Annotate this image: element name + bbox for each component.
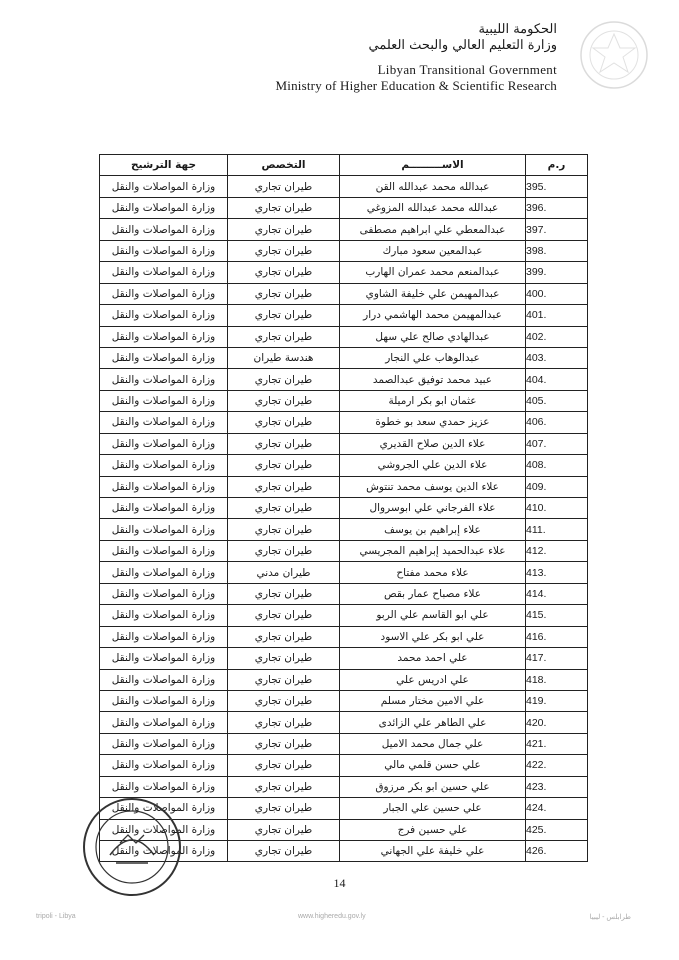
nominating-body: وزارة المواصلات والنقل — [100, 776, 228, 797]
specialization: طيران تجاري — [228, 390, 340, 411]
government-name-arabic: الحكومة الليبية — [478, 22, 557, 37]
nominee-name: علاء الدين علي الجروشي — [340, 455, 526, 476]
nominee-name: علاء عبدالحميد إبراهيم المجريسي — [340, 540, 526, 561]
nominee-name: علي ابو القاسم علي الربو — [340, 605, 526, 626]
nominating-body: وزارة المواصلات والنقل — [100, 197, 228, 218]
header-name: الاســـــــــم — [340, 155, 526, 176]
table-row — [100, 540, 588, 561]
nominating-body: وزارة المواصلات والنقل — [100, 498, 228, 519]
table-row — [100, 798, 588, 819]
table-row — [100, 648, 588, 669]
table-row — [100, 433, 588, 454]
specialization: طيران تجاري — [228, 176, 340, 197]
specialization: طيران تجاري — [228, 841, 340, 862]
nominee-name: علي حسن قلمي مالي — [340, 755, 526, 776]
row-number: 405. — [526, 390, 588, 411]
specialization: طيران مدني — [228, 562, 340, 583]
table-row — [100, 283, 588, 304]
row-number: 425. — [526, 819, 588, 840]
nominating-body: وزارة المواصلات والنقل — [100, 176, 228, 197]
nominating-body: وزارة المواصلات والنقل — [100, 326, 228, 347]
nominee-name: عثمان ابو بكر ارميلة — [340, 390, 526, 411]
nominee-name: علاء الدين صلاح القديري — [340, 433, 526, 454]
specialization: طيران تجاري — [228, 219, 340, 240]
nominee-name: عزيز حمدي سعد بو خطوة — [340, 412, 526, 433]
page-footer — [0, 913, 679, 927]
specialization: طيران تجاري — [228, 197, 340, 218]
nominating-body: وزارة المواصلات والنقل — [100, 733, 228, 754]
nominating-body: وزارة المواصلات والنقل — [100, 605, 228, 626]
nominee-name: عبدالله محمد عبدالله المزوغي — [340, 197, 526, 218]
specialization: طيران تجاري — [228, 798, 340, 819]
nominating-body: وزارة المواصلات والنقل — [100, 476, 228, 497]
specialization: طيران تجاري — [228, 540, 340, 561]
nominating-body: وزارة المواصلات والنقل — [100, 519, 228, 540]
specialization: طيران تجاري — [228, 498, 340, 519]
table-row — [100, 326, 588, 347]
header-specialization: التخصص — [228, 155, 340, 176]
nominee-name: عبيد محمد توفيق عبدالصمد — [340, 369, 526, 390]
nominee-name: عبدالمهيمن محمد الهاشمي درار — [340, 305, 526, 326]
nominating-body: وزارة المواصلات والنقل — [100, 648, 228, 669]
nominee-name: عبدالله محمد عبدالله القن — [340, 176, 526, 197]
nominating-body: وزارة المواصلات والنقل — [100, 798, 228, 819]
table-row — [100, 690, 588, 711]
table-row — [100, 240, 588, 261]
nominating-body: وزارة المواصلات والنقل — [100, 433, 228, 454]
nominating-body: وزارة المواصلات والنقل — [100, 219, 228, 240]
nominating-body: وزارة المواصلات والنقل — [100, 712, 228, 733]
table-row — [100, 776, 588, 797]
specialization: طيران تجاري — [228, 755, 340, 776]
header-nominating-body: جهة الترشيح — [100, 155, 228, 176]
row-number: 396. — [526, 197, 588, 218]
table-row — [100, 841, 588, 862]
ministry-name-english: Ministry of Higher Education & Scientific Research — [275, 78, 557, 93]
row-number: 421. — [526, 733, 588, 754]
specialization: طيران تجاري — [228, 326, 340, 347]
specialization: طيران تجاري — [228, 433, 340, 454]
table-row — [100, 412, 588, 433]
table-row — [100, 498, 588, 519]
specialization: طيران تجاري — [228, 819, 340, 840]
nominee-name: عبدالمنعم محمد عمران الهارب — [340, 262, 526, 283]
nominee-name: علاء مصباح عمار بقص — [340, 583, 526, 604]
table-row — [100, 476, 588, 497]
table-row — [100, 755, 588, 776]
nominee-name: عبدالوهاب علي النجار — [340, 347, 526, 368]
table-row — [100, 347, 588, 368]
nominee-name: علي حسين ابو بكر مرزوق — [340, 776, 526, 797]
table-row — [100, 733, 588, 754]
nominating-body: وزارة المواصلات والنقل — [100, 626, 228, 647]
table-row — [100, 712, 588, 733]
specialization: طيران تجاري — [228, 476, 340, 497]
nominee-name: علي احمد محمد — [340, 648, 526, 669]
specialization: طيران تجاري — [228, 455, 340, 476]
nominee-name: علي الامين مختار مسلم — [340, 690, 526, 711]
specialization: طيران تجاري — [228, 648, 340, 669]
row-number: 411. — [526, 519, 588, 540]
nominee-name: عبدالمهيمن علي خليفة الشاوي — [340, 283, 526, 304]
table-row — [100, 626, 588, 647]
specialization: طيران تجاري — [228, 262, 340, 283]
row-number: 409. — [526, 476, 588, 497]
nominating-body: وزارة المواصلات والنقل — [100, 540, 228, 561]
nominee-name: علاء إبراهيم بن يوسف — [340, 519, 526, 540]
row-number: 422. — [526, 755, 588, 776]
table-row — [100, 519, 588, 540]
nominee-name: علي الطاهر علي الزائدى — [340, 712, 526, 733]
nominee-name: عبدالمعين سعود مبارك — [340, 240, 526, 261]
nominee-name: عبدالهادي صالح علي سهل — [340, 326, 526, 347]
english-letterhead — [276, 62, 557, 94]
nominating-body: وزارة المواصلات والنقل — [100, 841, 228, 862]
specialization: طيران تجاري — [228, 712, 340, 733]
specialization: طيران تجاري — [228, 733, 340, 754]
row-number: 403. — [526, 347, 588, 368]
table-row — [100, 197, 588, 218]
row-number: 415. — [526, 605, 588, 626]
table-row — [100, 219, 588, 240]
nominating-body: وزارة المواصلات والنقل — [100, 669, 228, 690]
nominating-body: وزارة المواصلات والنقل — [100, 262, 228, 283]
table-row — [100, 605, 588, 626]
row-number: 419. — [526, 690, 588, 711]
nominating-body: وزارة المواصلات والنقل — [100, 819, 228, 840]
specialization: طيران تجاري — [228, 690, 340, 711]
table-row — [100, 583, 588, 604]
row-number: 401. — [526, 305, 588, 326]
specialization: طيران تجاري — [228, 369, 340, 390]
nominee-name: علي ابو بكر علي الاسود — [340, 626, 526, 647]
nominating-body: وزارة المواصلات والنقل — [100, 755, 228, 776]
row-number: 412. — [526, 540, 588, 561]
nominee-name: علي خليفة علي الجهاني — [340, 841, 526, 862]
row-number: 408. — [526, 455, 588, 476]
nominating-body: وزارة المواصلات والنقل — [100, 369, 228, 390]
nominating-body: وزارة المواصلات والنقل — [100, 690, 228, 711]
nominating-body: وزارة المواصلات والنقل — [100, 390, 228, 411]
table-row — [100, 562, 588, 583]
table-row — [100, 369, 588, 390]
specialization: طيران تجاري — [228, 626, 340, 647]
specialization: طيران تجاري — [228, 583, 340, 604]
row-number: 402. — [526, 326, 588, 347]
row-number: 414. — [526, 583, 588, 604]
specialization: طيران تجاري — [228, 605, 340, 626]
nominating-body: وزارة المواصلات والنقل — [100, 305, 228, 326]
row-number: 424. — [526, 798, 588, 819]
nominating-body: وزارة المواصلات والنقل — [100, 455, 228, 476]
table-row — [100, 669, 588, 690]
footer-city-arabic: طرابلس - ليبيا — [589, 914, 631, 921]
row-number: 398. — [526, 240, 588, 261]
ministry-logo-icon — [577, 18, 651, 92]
table-row — [100, 262, 588, 283]
specialization: طيران تجاري — [228, 305, 340, 326]
ministry-name-arabic: وزارة التعليم العالي والبحث العلمي — [368, 38, 557, 53]
row-number: 397. — [526, 219, 588, 240]
nominating-body: وزارة المواصلات والنقل — [100, 583, 228, 604]
row-number: 410. — [526, 498, 588, 519]
row-number: 426. — [526, 841, 588, 862]
row-number: 423. — [526, 776, 588, 797]
nominating-body: وزارة المواصلات والنقل — [100, 347, 228, 368]
table-row — [100, 305, 588, 326]
nominee-name: علي حسين فرج — [340, 819, 526, 840]
row-number: 400. — [526, 283, 588, 304]
arabic-letterhead — [369, 22, 557, 54]
nominee-name: علي حسين علي الجبار — [340, 798, 526, 819]
nominees-table — [99, 154, 588, 862]
row-number: 416. — [526, 626, 588, 647]
row-number: 404. — [526, 369, 588, 390]
nominee-name: علاء الفرجاني علي ابوسروال — [340, 498, 526, 519]
nominee-name: علاء الدين يوسف محمد تنتوش — [340, 476, 526, 497]
specialization: طيران تجاري — [228, 240, 340, 261]
table-row — [100, 819, 588, 840]
footer-city-english: tripoli - Libya — [36, 913, 76, 920]
specialization: طيران تجاري — [228, 412, 340, 433]
nominee-name: عبدالمعطي علي ابراهيم مصطفى — [340, 219, 526, 240]
nominating-body: وزارة المواصلات والنقل — [100, 283, 228, 304]
row-number: 399. — [526, 262, 588, 283]
row-number: 407. — [526, 433, 588, 454]
page-number: 14 — [333, 876, 346, 890]
specialization: طيران تجاري — [228, 283, 340, 304]
nominating-body: وزارة المواصلات والنقل — [100, 240, 228, 261]
government-name-english: Libyan Transitional Government — [377, 62, 557, 77]
header-number: ر.م — [526, 155, 588, 176]
row-number: 418. — [526, 669, 588, 690]
nominee-name: علاء محمد مفتاح — [340, 562, 526, 583]
row-number: 395. — [526, 176, 588, 197]
specialization: طيران تجاري — [228, 519, 340, 540]
row-number: 417. — [526, 648, 588, 669]
nominee-name: علي جمال محمد الاميل — [340, 733, 526, 754]
specialization: طيران تجاري — [228, 669, 340, 690]
nominee-name: علي ادريس علي — [340, 669, 526, 690]
nominating-body: وزارة المواصلات والنقل — [100, 412, 228, 433]
table-row — [100, 390, 588, 411]
footer-website: www.higheredu.gov.ly — [298, 913, 366, 920]
specialization: طيران تجاري — [228, 776, 340, 797]
nominating-body: وزارة المواصلات والنقل — [100, 562, 228, 583]
table-row — [100, 176, 588, 197]
row-number: 420. — [526, 712, 588, 733]
specialization: هندسة طيران — [228, 347, 340, 368]
table-row — [100, 455, 588, 476]
row-number: 406. — [526, 412, 588, 433]
table-header-row — [100, 155, 588, 176]
row-number: 413. — [526, 562, 588, 583]
